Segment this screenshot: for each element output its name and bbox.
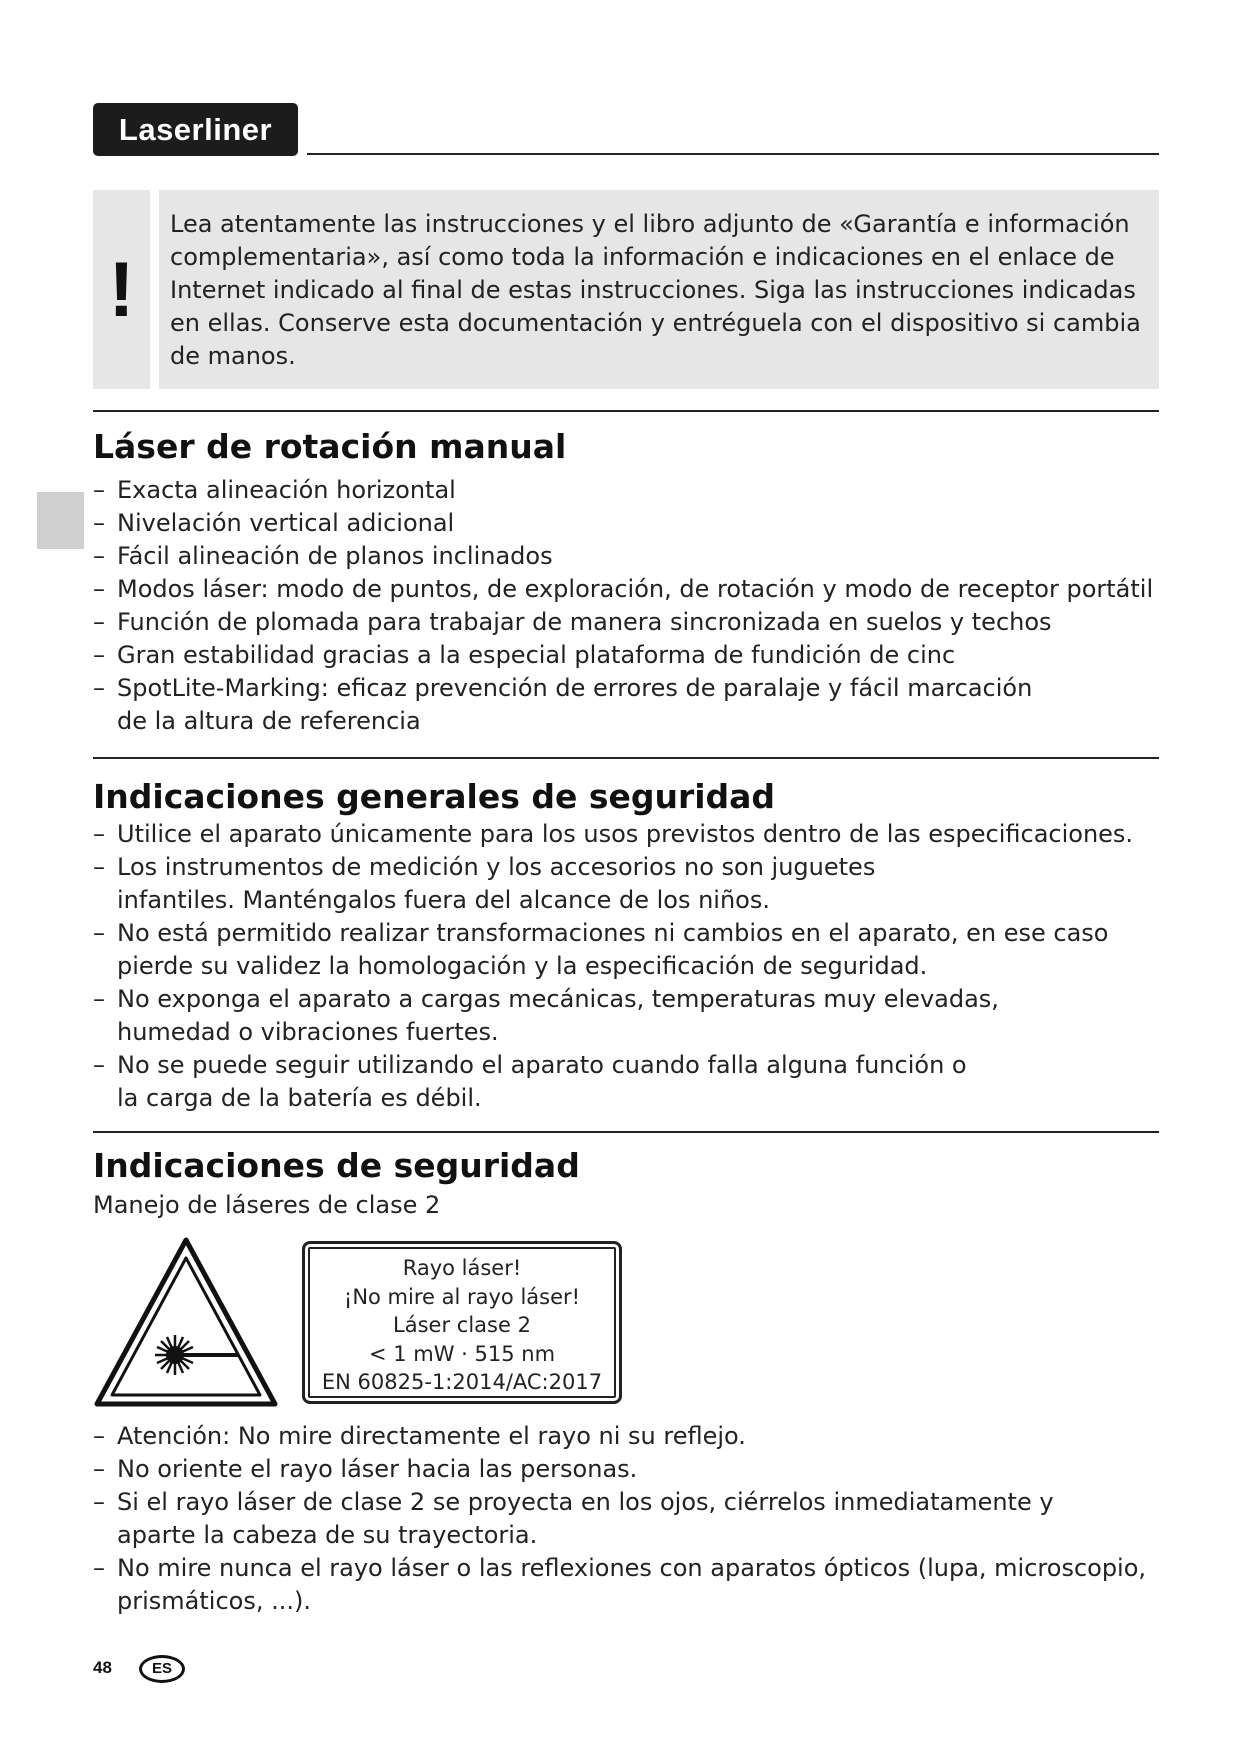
notice-text: Lea atentamente las instrucciones y el libro adjunto de «Garantía e información complementaria», así como toda la información e indicaciones en el enlace de Internet indicado al final de estas instrucciones. Siga las instrucciones indicadas en ellas. Conserve esta documentación y entréguela con el dispositivo si cambia de manos. — [170, 210, 1141, 370]
page-number: 48 — [93, 1658, 112, 1677]
features-title: Láser de rotación manual — [93, 427, 567, 466]
label-line: Rayo láser! — [402, 1256, 522, 1280]
general-safety-title: Indicaciones generales de seguridad — [93, 777, 776, 816]
list-item: – Los instrumentos de medición y los accesorios no son juguetes infantiles. Manténgalos fuera del alcance de los niños. — [93, 853, 876, 914]
section-divider — [93, 1131, 1159, 1133]
list-item: – Fácil alineación de planos inclinados — [93, 542, 553, 570]
laser-warning-triangle-icon — [93, 1236, 279, 1408]
list-item: – No se puede seguir utilizando el aparato cuando falla alguna función o la carga de la batería es débil. — [93, 1051, 967, 1112]
laser-class-label — [302, 1241, 622, 1404]
features-list — [93, 474, 1168, 738]
section-divider — [93, 410, 1159, 412]
list-item: – Función de plomada para trabajar de manera sincronizada en suelos y techos — [93, 608, 1052, 636]
list-item: – No mire nunca el rayo láser o las reflexiones con aparatos ópticos (lupa, microscopio, prismáticos, ...). — [93, 1554, 1147, 1615]
list-item: – Gran estabilidad gracias a la especial plataforma de fundición de cinc — [93, 641, 956, 669]
list-item: – No oriente el rayo láser hacia las personas. — [93, 1455, 638, 1483]
list-item: – Nivelación vertical adicional — [93, 509, 455, 537]
safety-title: Indicaciones de seguridad — [93, 1146, 580, 1185]
list-item: – Utilice el aparato únicamente para los usos previstos dentro de las especificaciones. — [93, 820, 1134, 848]
list-item: – No exponga el aparato a cargas mecánicas, temperaturas muy elevadas, humedad o vibraciones fuertes. — [93, 985, 999, 1046]
notice-box — [159, 190, 1159, 389]
label-line: ¡No mire al rayo láser! — [343, 1284, 581, 1309]
general-safety-list — [93, 818, 1168, 1115]
label-line: Láser clase 2 — [393, 1313, 531, 1337]
list-item: – Atención: No mire directamente el rayo ni su reflejo. — [93, 1422, 746, 1450]
list-item: – SpotLite-Marking: eficaz prevención de errores de paralaje y fácil marcación de la altura de referencia — [93, 674, 1033, 735]
label-line: EN 60825-1:2014/AC:2017 — [321, 1370, 603, 1394]
safety-subtitle: Manejo de láseres de clase 2 — [93, 1191, 441, 1219]
exclamation-icon: ! — [93, 190, 150, 389]
section-tab-marker — [37, 492, 84, 549]
header-divider — [307, 153, 1159, 155]
safety-list — [93, 1420, 1168, 1618]
list-item: – Si el rayo láser de clase 2 se proyecta en los ojos, ciérrelos inmediatamente y aparte la cabeza de su trayectoria. — [93, 1488, 1054, 1549]
language-badge: ES — [139, 1655, 185, 1683]
brand-logo: Laserliner — [93, 103, 298, 156]
section-divider — [93, 757, 1159, 759]
label-line: < 1 mW · 515 nm — [368, 1341, 556, 1366]
list-item: – Modos láser: modo de puntos, de exploración, de rotación y modo de receptor portátil — [93, 575, 1154, 603]
list-item: – No está permitido realizar transformaciones ni cambios en el aparato, en ese caso pierde su validez la homologación y la especificación de seguridad. — [93, 919, 1109, 980]
list-item: – Exacta alineación horizontal — [93, 476, 456, 504]
